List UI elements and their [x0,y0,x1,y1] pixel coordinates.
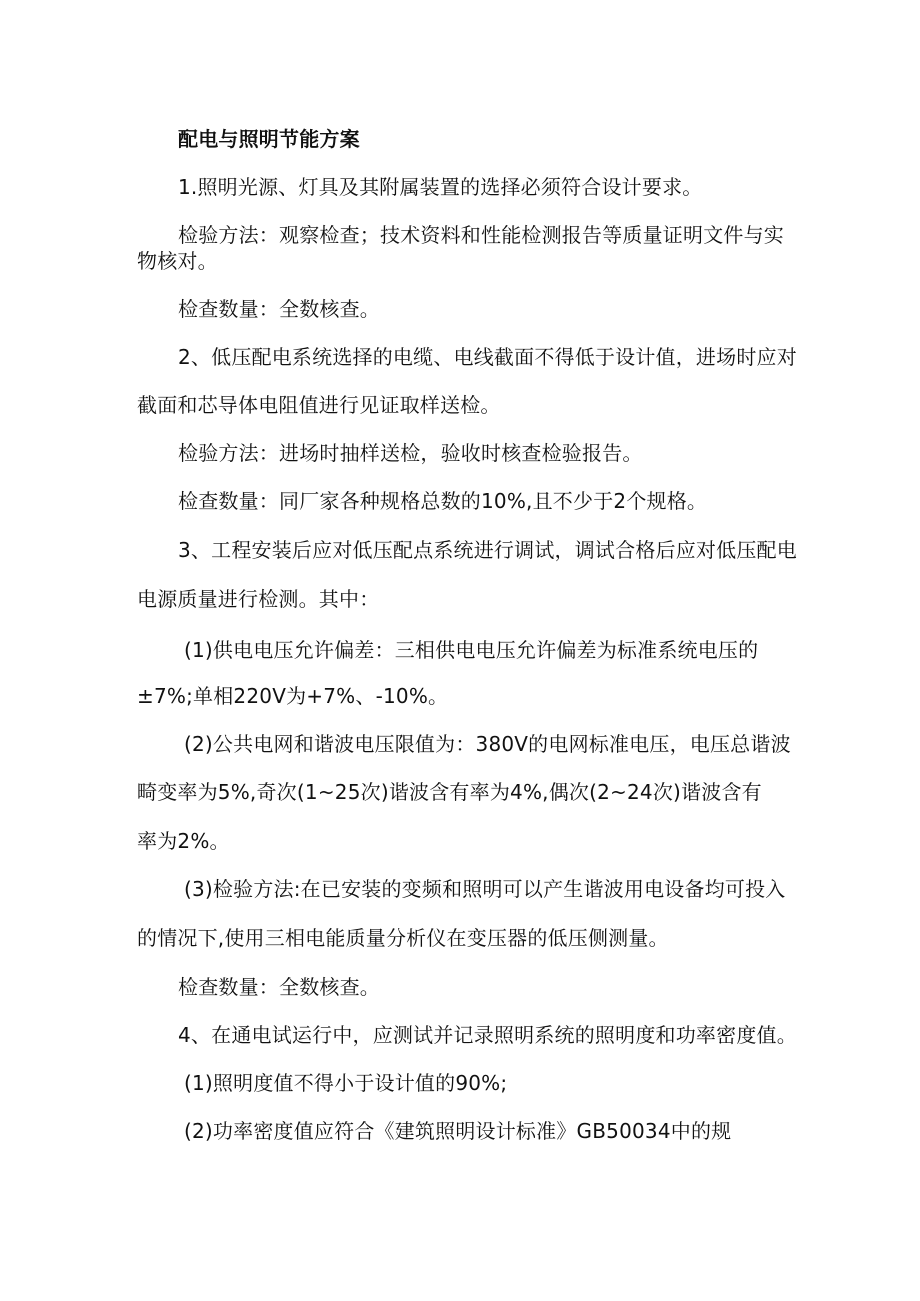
paragraph-line: 3、工程安装后应对低压配点系统进行调试，调试合格后应对低压配电 [178,538,797,562]
paragraph-line: 的情况下,使用三相电能质量分析仪在变压器的低压侧测量。 [137,926,669,950]
paragraph-line: 率为2%。 [137,829,230,853]
paragraph-line: (2)公共电网和谐波电压限值为：380V的电网标准电压，电压总谐波 [184,732,791,756]
paragraph-line: 畸变率为5%,奇次(1~25次)谐波含有率为4%,偶次(2~24次)谐波含有 [137,780,762,804]
paragraph-line: 检查数量：同厂家各种规格总数的10%,且不少于2个规格。 [178,489,708,513]
paragraph-line: 物核对。 [137,249,218,273]
paragraph-line: 检验方法：进场时抽样送检，验收时核查检验报告。 [178,441,643,465]
document-title: 配电与照明节能方案 [178,127,360,151]
paragraph-line: (1)照明度值不得小于设计值的90%; [184,1071,508,1095]
paragraph-line: 4、在通电试运行中，应测试并记录照明系统的照明度和功率密度值。 [178,1023,797,1047]
paragraph-line: 截面和芯导体电阻值进行见证取样送检。 [137,393,501,417]
paragraph-line: 检查数量：全数核查。 [178,975,380,999]
paragraph-line: 1.照明光源、灯具及其附属装置的选择必须符合设计要求。 [178,175,703,199]
paragraph-line: 2、低压配电系统选择的电缆、电线截面不得低于设计值，进场时应对 [178,345,797,369]
paragraph-line: (1)供电电压允许偏差：三相供电电压允许偏差为标准系统电压的 [184,638,759,662]
paragraph-line: 检查数量：全数核查。 [178,297,380,321]
paragraph-line: (3)检验方法:在已安装的变频和照明可以产生谐波用电设备均可投入 [184,877,786,901]
paragraph-line: (2)功率密度值应符合《建筑照明设计标准》GB50034中的规 [184,1119,732,1143]
paragraph-line: ±7%;单相220V为+7%、-10%。 [137,684,449,708]
paragraph-line: 检验方法：观察检查；技术资料和性能检测报告等质量证明文件与实 [178,223,784,247]
paragraph-line: 电源质量进行检测。其中： [137,587,380,611]
